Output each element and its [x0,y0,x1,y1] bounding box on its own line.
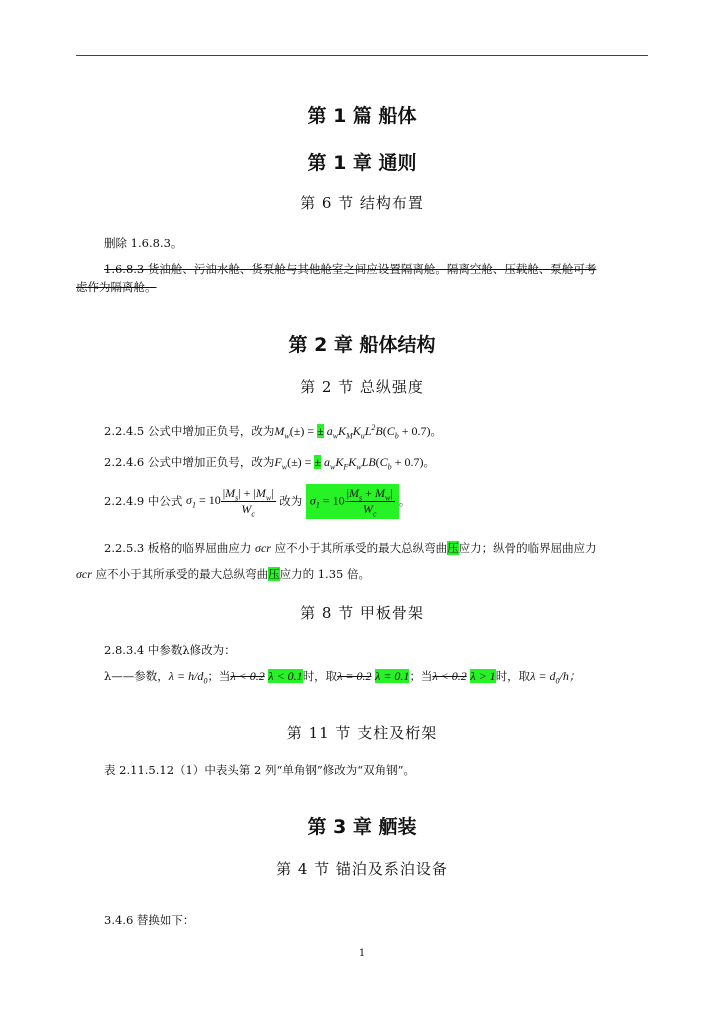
table-note: 表 2.11.5.12（1）中表头第 2 列“单角钢”修改为“双角钢”。 [104,763,415,777]
chapter-3-title: 第 3 章 舾装 [307,816,417,838]
item-2249 [104,484,410,519]
item-2245-suffix: 。 [430,424,443,438]
sigma-cr-symbol: σcr [255,541,271,555]
item-2253-text-c: 应力；纵骨的临界屈曲应力 [458,541,597,555]
lambda-new-value: λ = 0.1 [375,669,410,683]
section-4-title: 第 4 节 锚泊及系泊设备 [276,860,448,878]
item-2834-intro: 2.8.3.4 中参数λ修改为： [104,643,236,657]
lambda-eq-sub: 0 [203,676,208,686]
lambda-old-cond-2: λ < 0.2 [432,669,467,683]
item-2253-text-a: 2.2.5.3 板格的临界屈曲应力 [104,541,256,555]
formula-2246: $F_w(\pm)$ = ± $a_wK_FK_wLB(C_b + 0.7)$ [274,455,424,472]
formula-2249-new: $\sigma_1 = 10$ $\frac{|M_s + M_w|}{W_c}$ [306,484,399,519]
formula-2249-old: $\sigma_1 = 10$ $\frac{|M_s| + |M_w|}{W_c}$ [186,486,274,519]
lambda-new-cond-2: λ > 1 [470,669,496,683]
lambda-eq2-sub: 0 [555,676,560,686]
lambda-label: λ——参数， [104,669,169,683]
deletion-note: 删除 1.6.8.3。 [104,236,183,250]
item-2246-text: 2.2.4.6 公式中增加正负号，改为 [104,455,275,469]
sigma-cr-symbol-2: σcr [76,567,92,581]
lambda-take-1: 时，取 [302,669,338,683]
lambda-formula-2 [530,669,581,686]
struck-text-line1: 1.6.8.3 货油舱、污油水舱、货泵舱与其他舱室之间应设置隔离舱。隔离空舱、压载舱、泵舱可考 [104,262,597,276]
item-2253-line1 [104,541,597,556]
section-6-title: 第 6 节 结构布置 [300,194,424,212]
item-2253-text-d: 应不小于其所承受的最大总纵弯曲 [91,567,269,581]
lambda-formula [168,669,208,686]
struck-text-line2: 虑作为隔离舱。 [76,280,157,294]
item-2249-suffix: 。 [398,494,411,508]
replace-note: 3.4.6 替换如下： [104,913,195,927]
section-11-title: 第 11 节 支柱及桁架 [286,724,438,742]
lambda-old-cond-1: λ < 0.2 [230,669,265,683]
header-rule [76,55,648,56]
lambda-eq2: λ = d [530,669,556,683]
lambda-eq: λ = h/d [168,669,204,683]
item-2253-text-b: 应不小于其所承受的最大总纵弯曲 [270,541,448,555]
lambda-when-2: ；当 [409,669,433,683]
item-2249-text: 2.2.4.9 中公式 [104,494,183,508]
lambda-eq2-tail: /h； [559,669,581,683]
part-title: 第 1 篇 船体 [307,105,417,127]
lambda-when-1: ；当 [207,669,231,683]
item-2834-definition [104,669,581,684]
lambda-new-cond-1: λ < 0.1 [268,669,303,683]
page-number: 1 [358,948,366,959]
item-2245 [104,424,442,439]
item-2253-line2 [76,567,370,582]
item-2246-suffix: 。 [423,455,435,469]
section-2-title: 第 2 节 总纵强度 [300,378,424,396]
chapter-2-title: 第 2 章 船体结构 [288,334,436,356]
formula-2245: $M_w(\pm)$ = ± $a_wK_MK_uL^2B(C_b + 0.7)$ [274,423,431,441]
item-2249-mid: 改为 [279,494,303,508]
item-2245-text: 2.2.4.5 公式中增加正负号，改为 [104,424,275,438]
section-8-title: 第 8 节 甲板骨架 [300,604,424,622]
highlight-pressure-char: 压 [447,541,459,555]
chapter-1-title: 第 1 章 通则 [307,152,417,174]
lambda-take-2: 时，取 [495,669,531,683]
highlight-pressure-char-2: 压 [268,567,280,581]
item-2253-text-e: 应力的 1.35 倍。 [279,567,370,581]
lambda-old-value: λ = 0.2 [337,669,372,683]
item-2246 [104,455,435,470]
